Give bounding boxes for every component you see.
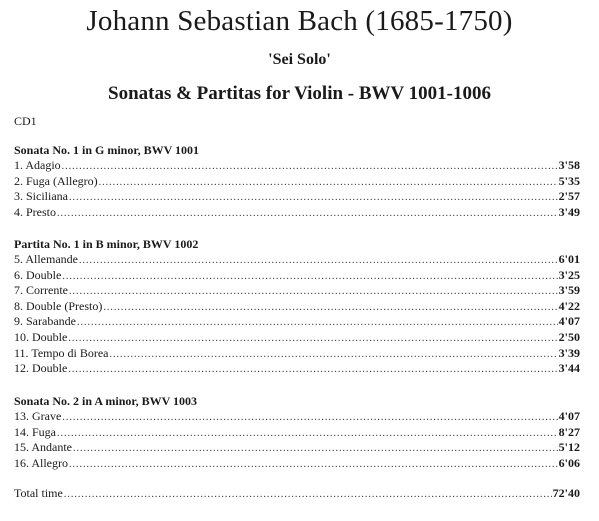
track-name: 12. Double [14,361,68,376]
track-duration: 5'35 [558,173,580,188]
track-name: 8. Double (Presto) [14,298,103,313]
leader-dots [68,362,557,378]
track-name: 2. Fuga (Allegro) [14,173,98,188]
total-time-duration: 72'40 [552,486,580,500]
track-duration: 4'07 [558,409,580,423]
track-row [14,346,580,362]
track-duration: 3'39 [558,345,580,360]
leader-dots [62,410,557,426]
track-duration: 6'01 [558,252,580,266]
leader-dots [109,347,557,363]
track-row [14,361,580,377]
track-name: 4. Presto [14,204,56,219]
track-name: 10. Double [14,329,68,344]
track-section-sonata-1 [14,142,580,220]
track-duration: 6'06 [558,455,580,470]
track-row [14,283,580,299]
track-row [14,268,580,284]
leader-dots [62,159,558,175]
composer-title: Johann Sebastian Bach (1685-1750) [86,5,513,37]
leader-dots [69,190,558,206]
track-section-sonata-2 [14,393,580,471]
track-duration: 3'49 [558,204,580,219]
track-duration: 4'07 [558,314,580,329]
track-duration: 3'25 [558,267,580,282]
leader-dots [57,426,558,442]
section-title: Partita No. 1 in B minor, BWV 1002 [14,237,199,251]
leader-dots [99,175,558,191]
work-subtitle: 'Sei Solo' [268,51,331,68]
leader-dots [79,253,558,269]
leader-dots [69,457,558,473]
total-time-label: Total time [14,486,63,500]
section-title: Sonata No. 1 in G minor, BWV 1001 [14,143,200,157]
work-title: Sonatas & Partitas for Violin - BWV 1001-1006 [108,83,491,104]
track-duration: 8'27 [558,424,580,439]
leader-dots [73,441,558,457]
leader-dots [103,300,557,316]
total-time-section [14,486,580,502]
track-duration: 5'12 [558,440,580,455]
track-row [14,330,580,346]
track-name: 5. Allemande [14,252,78,266]
track-duration: 2'57 [558,189,580,204]
leader-dots [68,331,557,347]
track-name: 3. Siciliana [14,189,68,204]
track-duration: 3'59 [558,283,580,298]
track-name: 14. Fuga [14,424,56,439]
track-row [14,440,580,456]
leader-dots [77,315,558,331]
track-duration: 3'58 [558,158,580,172]
track-row [14,189,580,205]
track-name: 1. Adagio [14,158,61,172]
track-row [14,158,580,174]
track-name: 13. Grave [14,409,62,423]
track-name: 16. Allegro [14,455,68,470]
leader-dots [62,269,557,285]
section-title: Sonata No. 2 in A minor, BWV 1003 [14,394,198,408]
track-row [14,205,580,221]
track-row [14,174,580,190]
track-section-partita-1 [14,236,580,377]
track-row [14,456,580,472]
track-name: 7. Corrente [14,283,68,298]
track-row [14,314,580,330]
total-time-row [14,486,580,502]
track-name: 6. Double [14,267,62,282]
track-duration: 3'44 [558,361,580,376]
track-row [14,409,580,425]
leader-dots [69,284,558,300]
track-row [14,425,580,441]
track-name: 15. Andante [14,440,72,455]
track-duration: 2'50 [558,329,580,344]
track-duration: 4'22 [558,298,580,313]
track-name: 9. Sarabande [14,314,76,329]
track-row [14,252,580,268]
leader-dots [57,206,558,222]
track-row [14,299,580,315]
track-name: 11. Tempo di Borea [14,345,109,360]
disc-label: CD1 [14,114,37,128]
leader-dots [64,487,552,503]
